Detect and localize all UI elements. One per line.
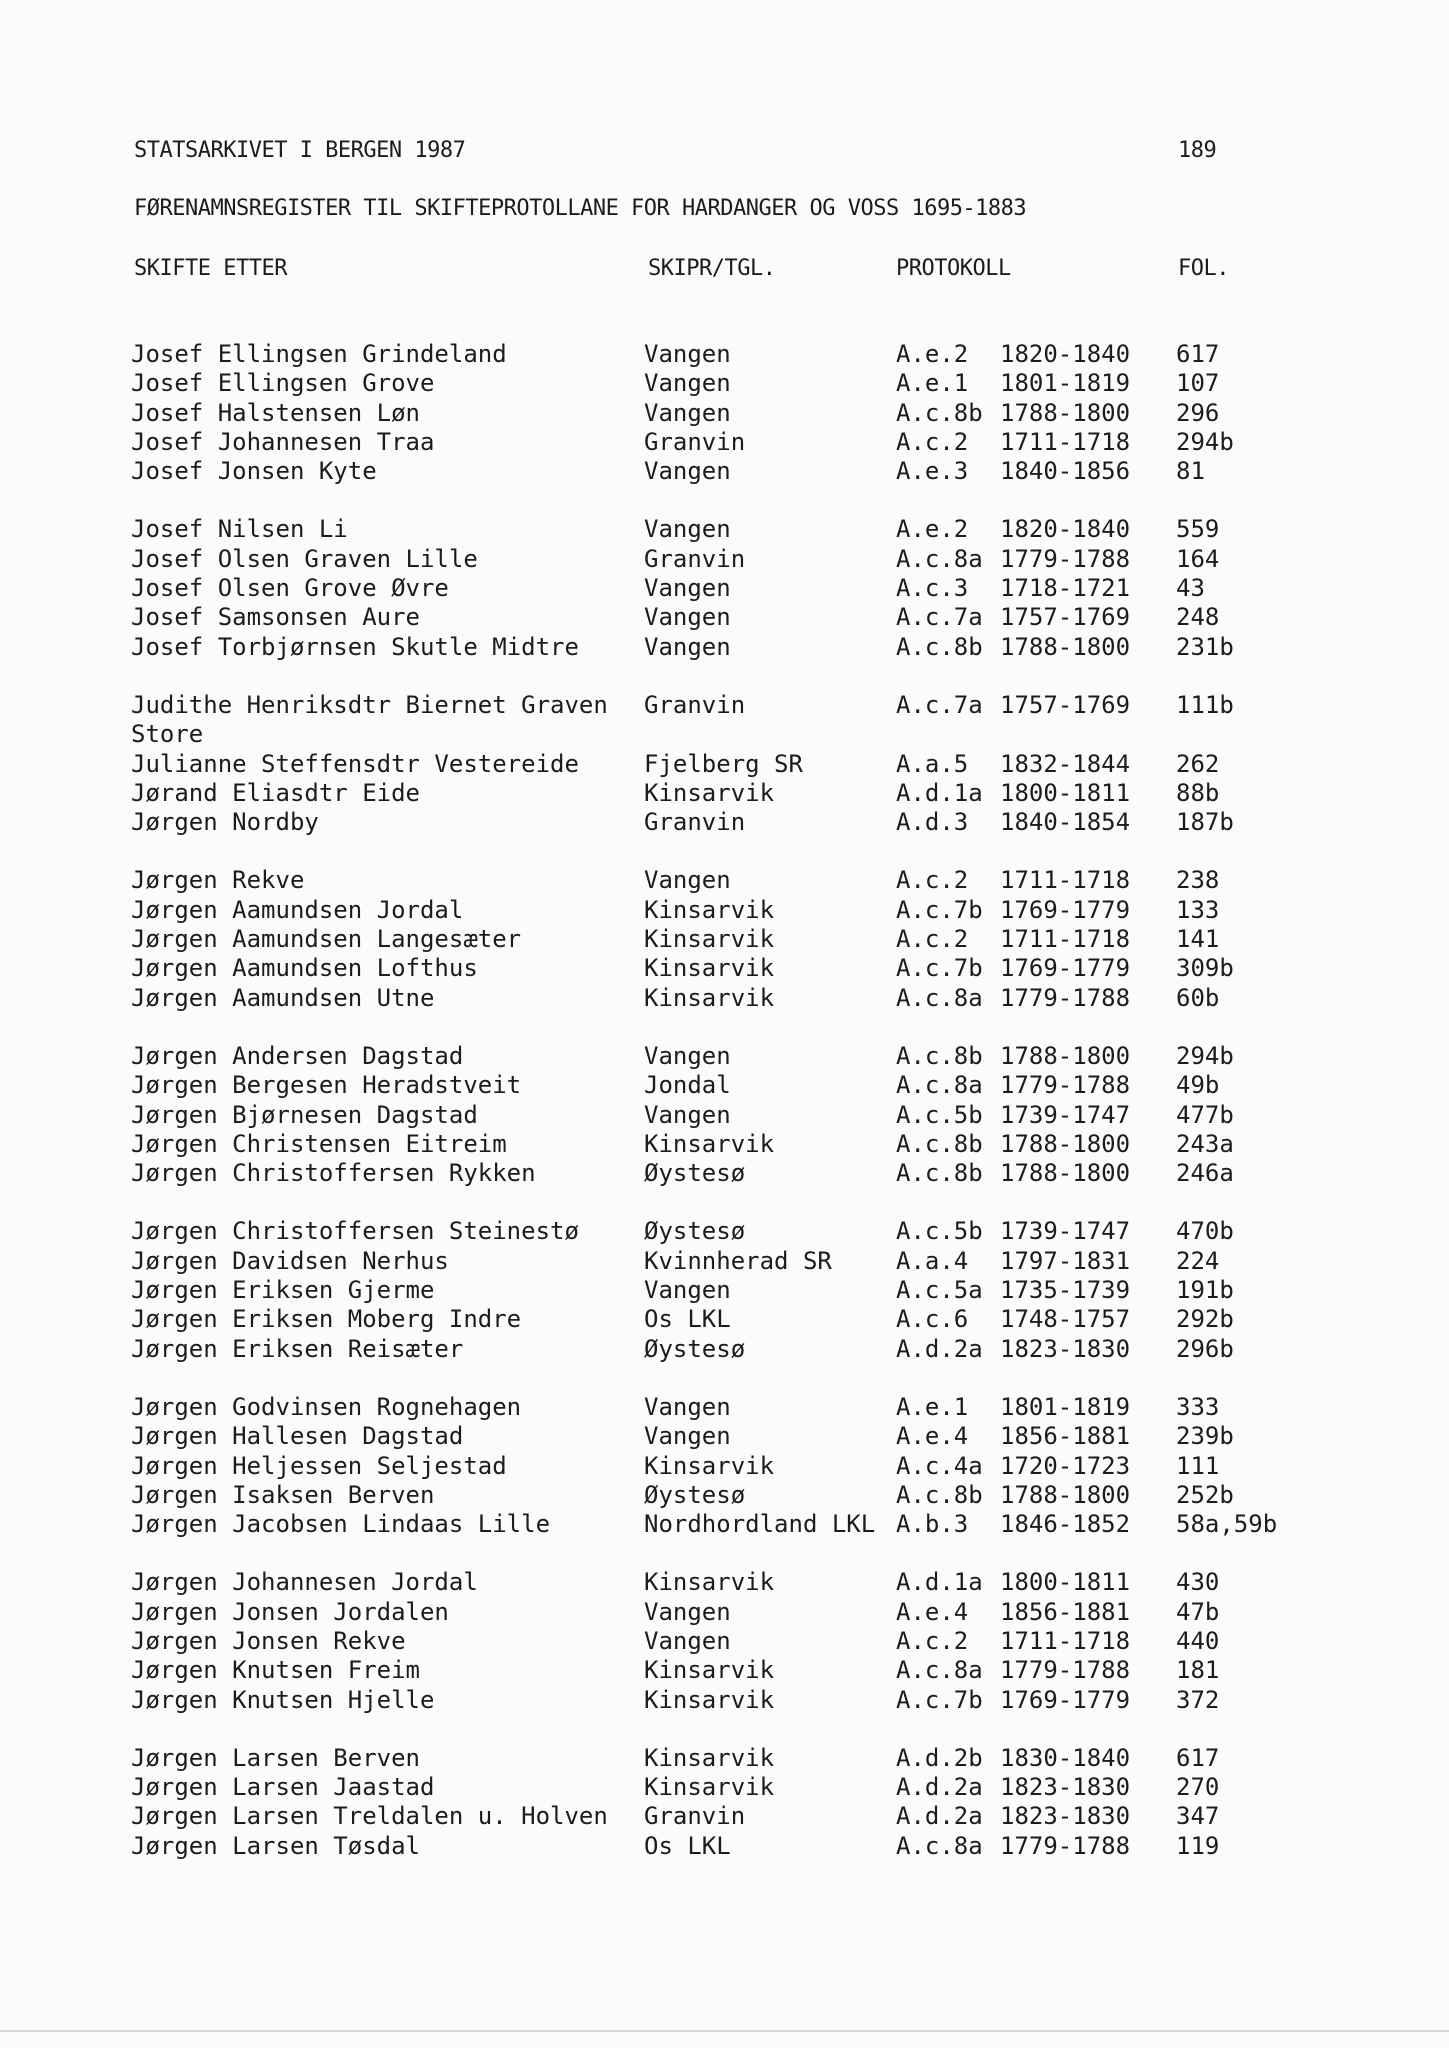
entry-years: 1735-1739 xyxy=(1000,1276,1131,1305)
entry-folio: 270 xyxy=(1176,1773,1220,1802)
entry-name: Jørgen Christoffersen Rykken xyxy=(131,1159,536,1188)
entry-court: Jondal xyxy=(644,1071,731,1100)
entry-folio: 111 xyxy=(1176,1451,1220,1480)
register-row xyxy=(0,1247,1449,1276)
entry-name: Josef Olsen Graven Lille xyxy=(131,544,478,573)
entry-years: 1820-1840 xyxy=(1000,515,1131,544)
register-row xyxy=(0,515,1449,544)
register-row xyxy=(0,1656,1449,1685)
entry-years: 1788-1800 xyxy=(1000,1129,1131,1158)
register-row xyxy=(0,954,1449,983)
entry-protocol: A.e.1 xyxy=(896,1392,969,1421)
entry-folio: 111b xyxy=(1176,690,1234,719)
entry-protocol: A.a.4 xyxy=(896,1246,969,1275)
entry-years: 1823-1830 xyxy=(1000,1334,1131,1363)
entry-years: 1720-1723 xyxy=(1000,1451,1131,1480)
entry-name: Jørgen Aamundsen Lofthus xyxy=(131,954,478,983)
entry-name: Jørgen Christoffersen Steinestø xyxy=(131,1217,579,1246)
register-row xyxy=(0,1598,1449,1627)
register-row xyxy=(0,1773,1449,1802)
register-row xyxy=(0,691,1449,720)
column-header-folio: FOL. xyxy=(1178,256,1229,281)
entry-years: 1779-1788 xyxy=(1000,983,1131,1012)
entry-protocol: A.c.7a xyxy=(896,690,983,719)
entry-name: Jørgen Hallesen Dagstad xyxy=(131,1422,464,1451)
entry-court: Vangen xyxy=(644,1597,731,1626)
entry-protocol: A.e.2 xyxy=(896,340,969,368)
entry-name: Josef Torbjørnsen Skutle Midtre xyxy=(131,632,579,661)
entry-name: Jørgen Davidsen Nerhus xyxy=(131,1246,449,1275)
entry-protocol: A.e.4 xyxy=(896,1422,969,1451)
entry-protocol: A.c.3 xyxy=(896,574,969,603)
entry-protocol: A.c.8b xyxy=(896,1159,983,1188)
entry-folio: 372 xyxy=(1176,1685,1220,1714)
entry-court: Nordhordland LKL xyxy=(644,1510,876,1539)
entry-court: Kinsarvik xyxy=(644,1451,775,1480)
entry-years: 1711-1718 xyxy=(1000,427,1131,456)
entry-folio: 262 xyxy=(1176,749,1220,778)
entry-court: Kinsarvik xyxy=(644,778,775,807)
entry-court: Granvin xyxy=(644,427,746,456)
entry-folio: 43 xyxy=(1176,574,1205,603)
register-row xyxy=(0,1276,1449,1305)
entry-name: Josef Samsonsen Aure xyxy=(131,603,420,632)
entry-protocol: A.c.8a xyxy=(896,544,983,573)
register-title: FØRENAMNSREGISTER TIL SKIFTEPROTOLLANE FOR HARDANGER OG VOSS 1695-1883 xyxy=(134,196,1027,221)
entry-protocol: A.c.8a xyxy=(896,1071,983,1100)
entry-years: 1769-1779 xyxy=(1000,895,1131,924)
entry-name: Jørgen Knutsen Hjelle xyxy=(131,1685,435,1714)
entry-name: Jørgen Aamundsen Utne xyxy=(131,983,435,1012)
entry-protocol: A.c.8b xyxy=(896,1480,983,1509)
register-row xyxy=(0,1422,1449,1451)
entry-years: 1820-1840 xyxy=(1000,340,1131,368)
register-row xyxy=(0,457,1449,486)
register-row xyxy=(0,808,1449,837)
entry-court: Kvinnherad SR xyxy=(644,1246,832,1275)
register-row xyxy=(0,750,1449,779)
entry-name: Jørgen Andersen Dagstad xyxy=(131,1041,464,1070)
entry-folio: 617 xyxy=(1176,1743,1220,1772)
entry-court: Vangen xyxy=(644,515,731,544)
register-row xyxy=(0,925,1449,954)
register-row xyxy=(0,545,1449,574)
entry-folio: 133 xyxy=(1176,895,1220,924)
entry-years: 1718-1721 xyxy=(1000,574,1131,603)
entry-protocol: A.d.2a xyxy=(896,1334,983,1363)
register-row xyxy=(0,399,1449,428)
entry-court: Kinsarvik xyxy=(644,983,775,1012)
entry-name: Jørgen Bjørnesen Dagstad xyxy=(131,1100,478,1129)
entry-folio: 181 xyxy=(1176,1656,1220,1685)
entry-years: 1769-1779 xyxy=(1000,954,1131,983)
entry-years: 1748-1757 xyxy=(1000,1305,1131,1334)
entry-name: Judithe Henriksdtr Biernet Graven xyxy=(131,690,608,719)
register-row xyxy=(0,1510,1449,1539)
entry-name: Josef Halstensen Løn xyxy=(131,398,420,427)
register-row xyxy=(0,1627,1449,1656)
entry-years: 1711-1718 xyxy=(1000,866,1131,895)
entry-name: Julianne Steffensdtr Vestereide xyxy=(131,749,579,778)
entry-court: Vangen xyxy=(644,369,731,398)
entry-years: 1823-1830 xyxy=(1000,1773,1131,1802)
entry-court: Kinsarvik xyxy=(644,1656,775,1685)
entry-court: Vangen xyxy=(644,574,731,603)
entry-years: 1800-1811 xyxy=(1000,1568,1131,1597)
entry-years: 1840-1854 xyxy=(1000,808,1131,837)
entry-court: Os LKL xyxy=(644,1831,731,1860)
register-row xyxy=(0,1305,1449,1334)
entry-protocol: A.d.1a xyxy=(896,778,983,807)
entry-name: Jørgen Nordby xyxy=(131,808,319,837)
entry-court: Kinsarvik xyxy=(644,1129,775,1158)
entry-folio: 119 xyxy=(1176,1831,1220,1860)
register-row xyxy=(0,574,1449,603)
entry-name: Jørgen Eriksen Moberg Indre xyxy=(131,1305,522,1334)
entry-court: Kinsarvik xyxy=(644,954,775,983)
register-row xyxy=(0,779,1449,808)
entry-folio: 294b xyxy=(1176,1041,1234,1070)
entry-folio: 296b xyxy=(1176,1334,1234,1363)
entry-name: Josef Jonsen Kyte xyxy=(131,457,377,486)
entry-protocol: A.c.2 xyxy=(896,925,969,954)
entry-years: 1711-1718 xyxy=(1000,925,1131,954)
entry-name: Jørgen Rekve xyxy=(131,866,305,895)
register-row xyxy=(0,896,1449,925)
entry-folio: 49b xyxy=(1176,1071,1220,1100)
register-row xyxy=(0,1744,1449,1773)
entry-protocol: A.c.6 xyxy=(896,1305,969,1334)
entry-folio: 246a xyxy=(1176,1159,1234,1188)
entry-protocol: A.c.8b xyxy=(896,1041,983,1070)
entry-years: 1856-1881 xyxy=(1000,1422,1131,1451)
entry-court: Øystesø xyxy=(644,1217,746,1246)
entry-protocol: A.c.5b xyxy=(896,1100,983,1129)
entry-folio: 296 xyxy=(1176,398,1220,427)
entry-name: Jørand Eliasdtr Eide xyxy=(131,778,420,807)
entry-folio: 309b xyxy=(1176,954,1234,983)
entry-name: Jørgen Johannesen Jordal xyxy=(131,1568,478,1597)
entry-protocol: A.c.4a xyxy=(896,1451,983,1480)
entry-folio: 430 xyxy=(1176,1568,1220,1597)
register-row xyxy=(0,1568,1449,1597)
entry-years: 1788-1800 xyxy=(1000,1041,1131,1070)
entry-folio: 347 xyxy=(1176,1802,1220,1831)
entry-years: 1801-1819 xyxy=(1000,1392,1131,1421)
entry-court: Vangen xyxy=(644,1422,731,1451)
register-row xyxy=(0,720,1449,749)
archive-header: STATSARKIVET I BERGEN 1987 xyxy=(134,138,466,163)
entry-protocol: A.c.8a xyxy=(896,1831,983,1860)
entry-court: Øystesø xyxy=(644,1334,746,1363)
entry-protocol: A.e.4 xyxy=(896,1597,969,1626)
register-row xyxy=(0,1217,1449,1246)
entry-court: Vangen xyxy=(644,340,731,368)
entry-protocol: A.c.5b xyxy=(896,1217,983,1246)
register-row xyxy=(0,1130,1449,1159)
entry-court: Kinsarvik xyxy=(644,1568,775,1597)
entry-court: Granvin xyxy=(644,690,746,719)
entry-folio: 191b xyxy=(1176,1276,1234,1305)
entry-name: Jørgen Eriksen Gjerme xyxy=(131,1276,435,1305)
register-row xyxy=(0,1101,1449,1130)
entry-folio: 187b xyxy=(1176,808,1234,837)
entry-protocol: A.d.1a xyxy=(896,1568,983,1597)
register-row xyxy=(0,369,1449,398)
entry-years: 1757-1769 xyxy=(1000,603,1131,632)
entry-folio: 238 xyxy=(1176,866,1220,895)
column-header-court: SKIPR/TGL. xyxy=(648,256,776,281)
entry-years: 1856-1881 xyxy=(1000,1597,1131,1626)
entry-years: 1832-1844 xyxy=(1000,749,1131,778)
entry-name: Jørgen Knutsen Freim xyxy=(131,1656,420,1685)
entry-court: Fjelberg SR xyxy=(644,749,803,778)
entry-years: 1788-1800 xyxy=(1000,1159,1131,1188)
register-row xyxy=(0,428,1449,457)
entry-years: 1830-1840 xyxy=(1000,1743,1131,1772)
entry-name: Jørgen Bergesen Heradstveit xyxy=(131,1071,522,1100)
column-header-name: SKIFTE ETTER xyxy=(134,256,287,281)
entry-court: Vangen xyxy=(644,1392,731,1421)
entry-name: Josef Nilsen Li xyxy=(131,515,348,544)
entry-court: Kinsarvik xyxy=(644,895,775,924)
column-header-protocol: PROTOKOLL xyxy=(896,256,1011,281)
entry-folio: 47b xyxy=(1176,1597,1220,1626)
entry-folio: 294b xyxy=(1176,427,1234,456)
entry-protocol: A.c.8b xyxy=(896,632,983,661)
entry-folio: 559 xyxy=(1176,515,1220,544)
entry-name: Jørgen Jonsen Jordalen xyxy=(131,1597,449,1626)
entry-court: Vangen xyxy=(644,1100,731,1129)
entry-years: 1779-1788 xyxy=(1000,1071,1131,1100)
entry-protocol: A.b.3 xyxy=(896,1510,969,1539)
register-row xyxy=(0,1335,1449,1364)
entry-name: Josef Johannesen Traa xyxy=(131,427,435,456)
register-row xyxy=(0,1159,1449,1188)
entry-years: 1788-1800 xyxy=(1000,398,1131,427)
entry-court: Granvin xyxy=(644,808,746,837)
entry-protocol: A.c.8a xyxy=(896,1656,983,1685)
entry-folio: 248 xyxy=(1176,603,1220,632)
entry-protocol: A.e.3 xyxy=(896,457,969,486)
entry-folio: 252b xyxy=(1176,1480,1234,1509)
entry-name: Jørgen Larsen Treldalen u. Holven xyxy=(131,1802,608,1831)
register-row xyxy=(0,603,1449,632)
entry-protocol: A.c.7b xyxy=(896,895,983,924)
entry-years: 1779-1788 xyxy=(1000,1656,1131,1685)
entry-protocol: A.c.8b xyxy=(896,1129,983,1158)
entry-folio: 224 xyxy=(1176,1246,1220,1275)
entry-folio: 477b xyxy=(1176,1100,1234,1129)
entry-court: Vangen xyxy=(644,1626,731,1655)
entry-name: Jørgen Aamundsen Jordal xyxy=(131,895,464,924)
entry-protocol: A.e.1 xyxy=(896,369,969,398)
entry-folio: 333 xyxy=(1176,1392,1220,1421)
entry-folio: 470b xyxy=(1176,1217,1234,1246)
entry-years: 1797-1831 xyxy=(1000,1246,1131,1275)
entry-folio: 617 xyxy=(1176,340,1220,368)
entry-years: 1788-1800 xyxy=(1000,632,1131,661)
entry-court: Os LKL xyxy=(644,1305,731,1334)
entry-years: 1823-1830 xyxy=(1000,1802,1131,1831)
register-row xyxy=(0,1686,1449,1715)
entry-years: 1801-1819 xyxy=(1000,369,1131,398)
register-row xyxy=(0,1393,1449,1422)
entry-protocol: A.c.5a xyxy=(896,1276,983,1305)
entry-court: Kinsarvik xyxy=(644,1773,775,1802)
entry-years: 1739-1747 xyxy=(1000,1217,1131,1246)
entry-protocol: A.c.7b xyxy=(896,954,983,983)
entry-years: 1711-1718 xyxy=(1000,1626,1131,1655)
entry-years: 1779-1788 xyxy=(1000,544,1131,573)
register-entries xyxy=(0,340,1449,1861)
entry-protocol: A.e.2 xyxy=(896,515,969,544)
entry-court: Kinsarvik xyxy=(644,1743,775,1772)
entry-name: Jørgen Eriksen Reisæter xyxy=(131,1334,464,1363)
entry-protocol: A.c.2 xyxy=(896,866,969,895)
entry-folio: 58a,59b xyxy=(1176,1510,1278,1539)
entry-protocol: A.c.7a xyxy=(896,603,983,632)
entry-folio: 239b xyxy=(1176,1422,1234,1451)
entry-folio: 164 xyxy=(1176,544,1220,573)
register-row xyxy=(0,984,1449,1013)
entry-name: Jørgen Godvinsen Rognehagen xyxy=(131,1392,522,1421)
entry-folio: 243a xyxy=(1176,1129,1234,1158)
entry-court: Granvin xyxy=(644,1802,746,1831)
entry-name: Jørgen Aamundsen Langesæter xyxy=(131,925,522,954)
entry-protocol: A.c.8a xyxy=(896,983,983,1012)
register-row xyxy=(0,340,1449,369)
entry-name: Jørgen Christensen Eitreim xyxy=(131,1129,507,1158)
entry-folio: 141 xyxy=(1176,925,1220,954)
entry-name: Josef Ellingsen Grindeland xyxy=(131,340,507,368)
entry-court: Vangen xyxy=(644,866,731,895)
entry-court: Granvin xyxy=(644,544,746,573)
entry-name: Jørgen Heljessen Seljestad xyxy=(131,1451,507,1480)
entry-name: Jørgen Jacobsen Lindaas Lille xyxy=(131,1510,551,1539)
entry-folio: 292b xyxy=(1176,1305,1234,1334)
entry-protocol: A.c.2 xyxy=(896,427,969,456)
entry-protocol: A.a.5 xyxy=(896,749,969,778)
entry-court: Vangen xyxy=(644,1041,731,1070)
entry-folio: 107 xyxy=(1176,369,1220,398)
register-row xyxy=(0,1481,1449,1510)
entry-court: Vangen xyxy=(644,603,731,632)
entry-protocol: A.d.2a xyxy=(896,1802,983,1831)
register-row xyxy=(0,1071,1449,1100)
entry-name: Jørgen Larsen Tøsdal xyxy=(131,1831,420,1860)
entry-court: Øystesø xyxy=(644,1480,746,1509)
entry-years: 1840-1856 xyxy=(1000,457,1131,486)
register-row xyxy=(0,1802,1449,1831)
entry-folio: 88b xyxy=(1176,778,1220,807)
entry-protocol: A.d.2b xyxy=(896,1743,983,1772)
entry-protocol: A.c.8b xyxy=(896,398,983,427)
register-row xyxy=(0,866,1449,895)
entry-years: 1846-1852 xyxy=(1000,1510,1131,1539)
entry-name: Jørgen Jonsen Rekve xyxy=(131,1626,406,1655)
entry-court: Vangen xyxy=(644,457,731,486)
page-number: 189 xyxy=(1178,138,1217,163)
entry-court: Øystesø xyxy=(644,1159,746,1188)
register-row xyxy=(0,1042,1449,1071)
entry-court: Kinsarvik xyxy=(644,925,775,954)
entry-years: 1769-1779 xyxy=(1000,1685,1131,1714)
entry-name: Jørgen Larsen Berven xyxy=(131,1743,420,1772)
entry-years: 1788-1800 xyxy=(1000,1480,1131,1509)
register-row xyxy=(0,1452,1449,1481)
entry-years: 1757-1769 xyxy=(1000,690,1131,719)
entry-years: 1800-1811 xyxy=(1000,778,1131,807)
entry-folio: 231b xyxy=(1176,632,1234,661)
register-row xyxy=(0,1832,1449,1861)
entry-folio: 81 xyxy=(1176,457,1205,486)
entry-protocol: A.d.3 xyxy=(896,808,969,837)
entry-court: Vangen xyxy=(644,632,731,661)
entry-court: Vangen xyxy=(644,398,731,427)
entry-name: Josef Ellingsen Grove xyxy=(131,369,435,398)
entry-protocol: A.c.2 xyxy=(896,1626,969,1655)
entry-years: 1779-1788 xyxy=(1000,1831,1131,1860)
entry-name: Josef Olsen Grove Øvre xyxy=(131,574,449,603)
entry-name: Store xyxy=(131,720,204,749)
entry-protocol: A.d.2a xyxy=(896,1773,983,1802)
entry-folio: 60b xyxy=(1176,983,1220,1012)
entry-name: Jørgen Larsen Jaastad xyxy=(131,1773,435,1802)
entry-protocol: A.c.7b xyxy=(896,1685,983,1714)
entry-court: Kinsarvik xyxy=(644,1685,775,1714)
register-row xyxy=(0,633,1449,662)
page-edge-divider xyxy=(0,2030,1449,2032)
entry-years: 1739-1747 xyxy=(1000,1100,1131,1129)
entry-court: Vangen xyxy=(644,1276,731,1305)
entry-name: Jørgen Isaksen Berven xyxy=(131,1480,435,1509)
entry-folio: 440 xyxy=(1176,1626,1220,1655)
